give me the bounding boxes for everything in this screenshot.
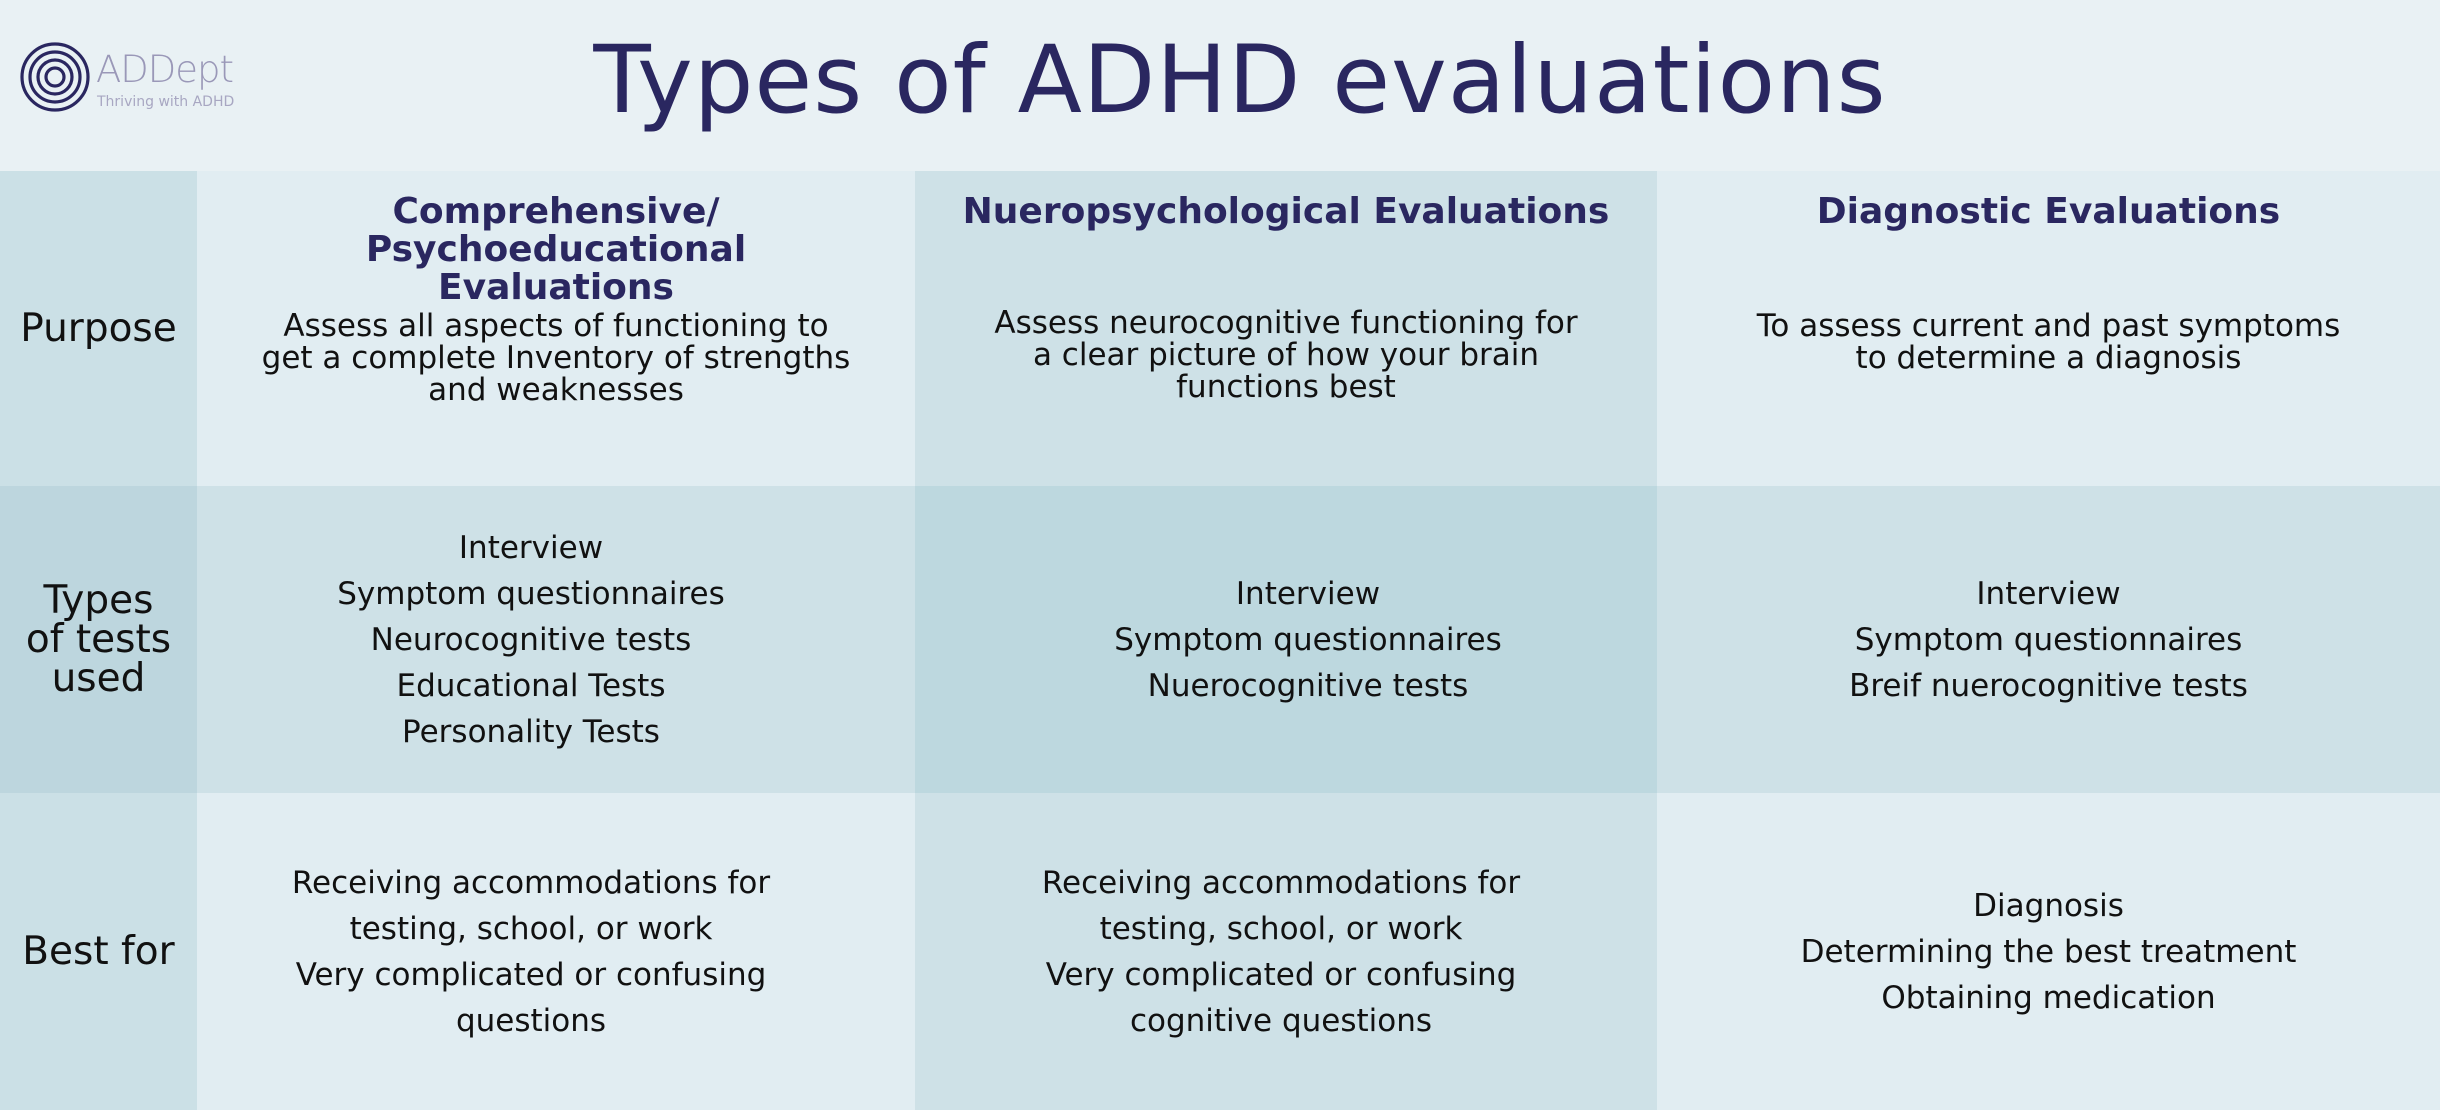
tests-list-comprehensive [337,525,725,755]
tests-list-neuropsych [1114,571,1502,709]
row-label-purpose-text: Purpose [20,306,177,351]
best-for-cell-comprehensive [197,793,915,1110]
column-heading-diagnostic [1667,193,2430,231]
column-heading-line: Evaluations [438,267,674,308]
tests-cell-neuropsych [915,486,1657,793]
best-for-list-neuropsych [1042,860,1520,1044]
text-line: of tests [25,617,172,662]
row-label-best-for-text: Best for [22,929,175,974]
row-label-purpose [0,171,197,486]
text-line: used [51,656,146,701]
text-line: get a complete Inventory of strengths [261,340,851,376]
list-item: Receiving accommodations for [1041,864,1521,901]
list-item: Symptom questionnaires [1114,621,1502,658]
tests-cell-comprehensive [197,486,915,793]
header [0,0,2440,171]
text-line: functions best [1176,369,1396,405]
list-item: Very complicated or confusing [295,956,767,993]
evaluations-table [0,171,2440,1110]
page-title: Types of ADHD evaluations [593,26,1887,135]
list-item: Educational Tests [396,667,666,704]
row-label-tests [0,486,197,793]
column-heading-line: Diagnostic Evaluations [1816,191,2281,232]
purpose-text-comprehensive [217,310,895,406]
column-heading-line: Comprehensive/ Psychoeducational [365,191,747,270]
tests-list-diagnostic [1849,571,2248,709]
list-item: Obtaining medication [1881,979,2216,1016]
text-line: Types [43,578,154,623]
purpose-text-neuropsych [935,307,1637,403]
text-line: to determine a diagnosis [1855,340,2242,376]
list-item: Interview [1235,575,1381,612]
purpose-cell-diagnostic [1657,171,2440,486]
list-item: Neurocognitive tests [370,621,692,658]
purpose-text-diagnostic [1677,310,2420,374]
list-item: Very complicated or confusing [1045,956,1517,993]
column-heading-line: Nueropsychological Evaluations [962,191,1610,232]
list-item: questions [455,1002,607,1039]
purpose-cell-comprehensive [197,171,915,486]
row-label-best-for [0,793,197,1110]
best-for-cell-diagnostic [1657,793,2440,1110]
list-item: Breif nuerocognitive tests [1849,667,2248,704]
list-item: Symptom questionnaires [337,575,725,612]
logo-tagline: Thriving with ADHD [97,94,235,110]
list-item: Interview [1976,575,2121,612]
best-for-list-comprehensive [292,860,770,1044]
purpose-cell-neuropsych [915,171,1657,486]
text-line: To assess current and past symptoms [1756,308,2341,344]
list-item: Symptom questionnaires [1854,621,2243,658]
list-item: Personality Tests [402,713,660,750]
text-line: Assess all aspects of functioning to [283,308,829,344]
text-line: and weaknesses [428,372,684,408]
tests-cell-diagnostic [1657,486,2440,793]
column-heading-comprehensive [207,193,905,307]
best-for-cell-neuropsych [915,793,1657,1110]
list-item: Receiving accommodations for [291,864,771,901]
list-item: Nuerocognitive tests [1147,667,1469,704]
list-item: Interview [458,529,604,566]
list-item: testing, school, or work [349,910,713,947]
text-line: Assess neurocognitive functioning for [994,305,1578,341]
column-heading-neuropsych [925,193,1647,231]
best-for-list-diagnostic [1801,883,2297,1021]
row-label-tests-text [20,578,177,701]
text-line: a clear picture of how your brain [1032,337,1540,373]
list-item: cognitive questions [1129,1002,1433,1039]
list-item: testing, school, or work [1099,910,1463,947]
logo-name: ADDept [96,48,234,91]
list-item: Determining the best treatment [1800,933,2297,970]
list-item: Diagnosis [1973,887,2124,924]
